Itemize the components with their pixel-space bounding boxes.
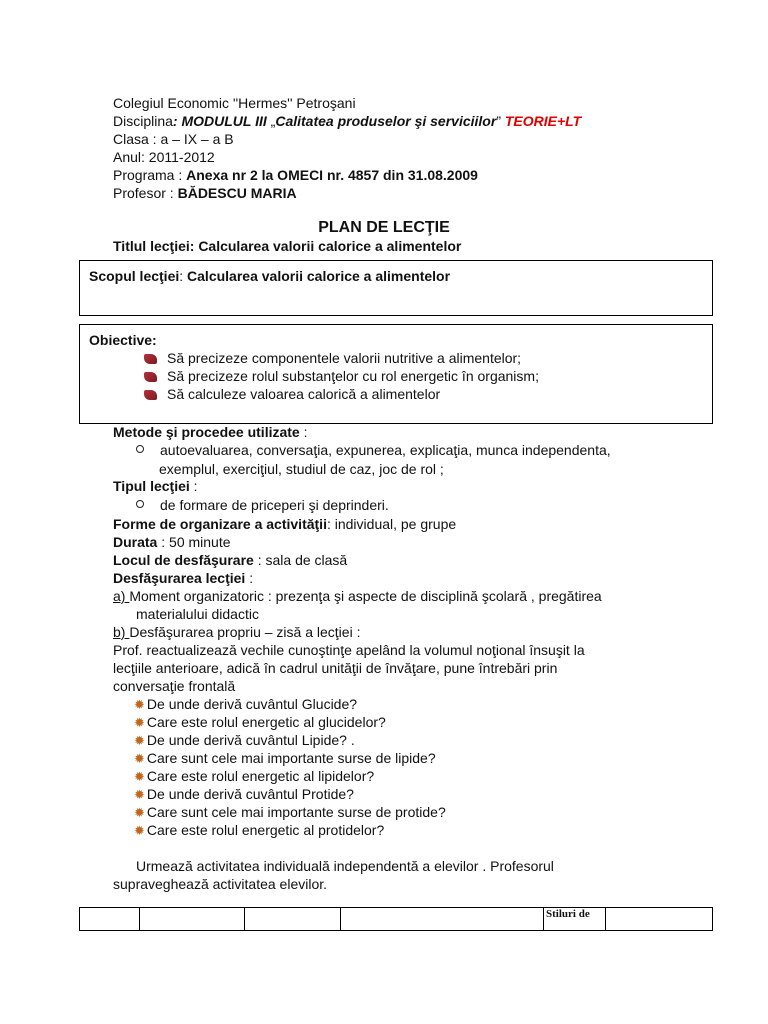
objective-item: Să precizeze componentele valorii nutritive a alimentelor; [144, 349, 521, 367]
discipline-line: Disciplina: MODULUL III „Calitatea produselor şi serviciilor” TEORIE+LT [113, 113, 582, 129]
school-name: Colegiul Economic ''Hermes'' Petroşani [113, 95, 356, 111]
sun-bullet-icon: ✹ [134, 751, 145, 766]
question-item: ✹ Care este rolul energetic al lipidelor? [134, 768, 375, 784]
bullet-icon [144, 354, 157, 364]
type-heading: Tipul lecţiei : [113, 478, 198, 494]
duration-line: Durata : 50 minute [113, 534, 231, 550]
lesson-title-line: Titlul lecţiei: Calcularea valorii calorice a alimentelor [113, 238, 462, 254]
question-item: ✹ Care este rolul energetic al protidelor? [134, 822, 385, 838]
sun-bullet-icon: ✹ [134, 805, 145, 820]
question-item: ✹ De unde derivă cuvântul Glucide? [134, 696, 358, 712]
teacher-line: Profesor : BĂDESCU MARIA [113, 185, 297, 201]
table-cell [245, 908, 341, 931]
purpose-line: Scopul lecţiei: Calcularea valorii calorice a alimentelor [89, 268, 451, 284]
objective-item: Să precizeze rolul substanţelor cu rol energetic în organism; [144, 367, 539, 385]
methods-heading: Metode şi procedee utilizate : [113, 424, 308, 440]
activity-table [79, 907, 713, 931]
step-b-line: b) Desfăşurarea propriu – zisă a lecţiei : [113, 624, 361, 640]
objective-item: Să calculeze valoarea calorică a alimentelor [144, 385, 440, 403]
bullet-icon [144, 390, 157, 400]
closing-line-2: supraveghează activitatea elevilor. [113, 876, 328, 892]
closing-line-1: Urmează activitatea individuală independentă a elevilor . Profesorul [136, 858, 554, 874]
question-item: ✹ Care este rolul energetic al glucidelor? [134, 714, 386, 730]
bullet-icon [144, 372, 157, 382]
question-item: ✹ De unde derivă cuvântul Lipide? . [134, 732, 355, 748]
type-item: de formare de priceperi şi deprinderi. [136, 496, 389, 514]
table-cell [140, 908, 245, 931]
paragraph-line: Prof. reactualizează vechile cunoştinţe apelând la volumul noţional însuşit la [113, 642, 585, 658]
sun-bullet-icon: ✹ [134, 769, 145, 784]
table-row [80, 908, 713, 931]
question-item: ✹ De unde derivă cuvântul Protide? [134, 786, 354, 802]
circle-bullet-icon [136, 445, 144, 453]
forms-line: Forme de organizare a activităţii: individual, pe grupe [113, 516, 457, 532]
program-line: Programa : Anexa nr 2 la OMECI nr. 4857 din 31.08.2009 [113, 167, 478, 183]
discipline-tag: TEORIE+LT [504, 113, 582, 129]
paragraph-line: lecţiile anterioare, adică în cadrul unităţii de învăţare, pune întrebări prin [113, 660, 558, 676]
methods-line-2: exemplul, exerciţiul, studiul de caz, joc de rol ; [159, 461, 444, 477]
question-item: ✹ Care sunt cele mai importante surse de lipide? [134, 750, 436, 766]
objectives-box [79, 324, 713, 424]
objectives-label: Obiective: [89, 332, 157, 348]
sun-bullet-icon: ✹ [134, 823, 145, 838]
table-cell [341, 908, 544, 931]
table-cell [606, 908, 713, 931]
question-item: ✹ Care sunt cele mai importante surse de protide? [134, 804, 446, 820]
class-line: Clasa : a – IX – a B [113, 131, 234, 147]
sun-bullet-icon: ✹ [134, 787, 145, 802]
sun-bullet-icon: ✹ [134, 715, 145, 730]
methods-line-1: autoevaluarea, conversaţia, expunerea, explicaţia, munca independenta, [136, 441, 611, 459]
page-title: PLAN DE LECŢIE [318, 219, 450, 236]
table-cell: Stiluri de [544, 908, 606, 931]
location-line: Locul de desfăşurare : sala de clasă [113, 552, 348, 568]
step-a-line-1: a) Moment organizatoric : prezenţa şi aspecte de disciplină şcolară , pregătirea [113, 588, 602, 604]
sun-bullet-icon: ✹ [134, 697, 145, 712]
step-a-line-2: materialului didactic [136, 606, 259, 622]
circle-bullet-icon [136, 500, 144, 508]
sun-bullet-icon: ✹ [134, 733, 145, 748]
flow-heading: Desfăşurarea lecţiei : [113, 570, 254, 586]
year-line: Anul: 2011-2012 [113, 149, 215, 165]
paragraph-line: conversaţie frontală [113, 678, 236, 694]
table-cell [80, 908, 140, 931]
purpose-box [79, 260, 713, 316]
